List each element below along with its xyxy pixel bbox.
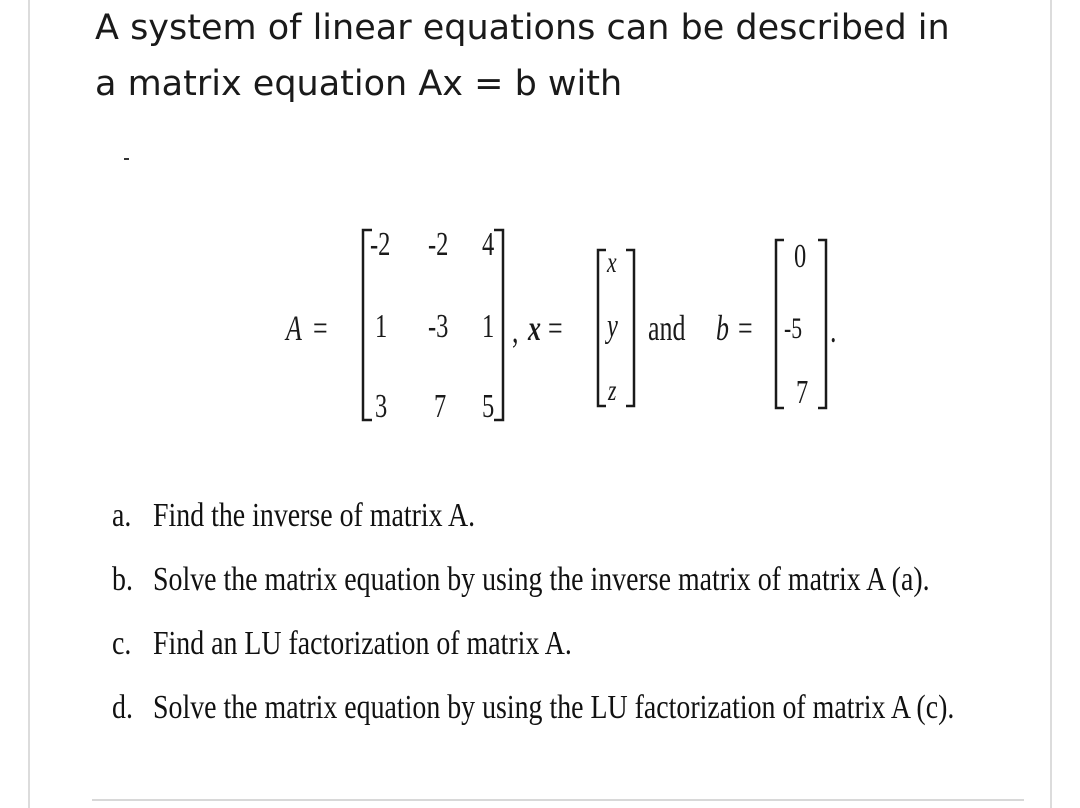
question-letter: a.: [112, 497, 132, 534]
comma-separator: ,: [512, 310, 519, 350]
equals-sign-b: =: [738, 308, 753, 348]
question-item-b: [112, 560, 930, 600]
question-item-c: [112, 624, 572, 664]
bottom-divider: [92, 799, 1024, 801]
matrix-A-cell: 1: [375, 308, 388, 345]
matrix-A-cell: 4: [482, 226, 495, 263]
question-letter: c.: [112, 625, 132, 662]
question-text: Find an LU factorization of matrix A.: [153, 625, 572, 662]
final-period: .: [830, 310, 837, 350]
matrix-A-cell: -3: [428, 308, 449, 345]
intro-line-1: A system of linear equations can be described in: [95, 8, 950, 48]
matrix-A-label: A: [286, 308, 302, 348]
vector-x-label: x: [528, 308, 541, 348]
and-word: and: [648, 308, 686, 348]
vector-b-right-bracket: [816, 238, 828, 410]
vector-b-cell: -5: [784, 312, 802, 345]
vector-x-cell: y: [607, 308, 618, 345]
matrix-A-cell: 7: [434, 388, 447, 425]
question-text: Find the inverse of matrix A.: [153, 497, 476, 534]
intro-text: [95, 0, 1015, 112]
vector-x-cell: z: [608, 374, 617, 407]
matrix-A-cell: -2: [428, 226, 449, 263]
equals-sign-A: =: [313, 308, 328, 348]
matrix-A-cell: 5: [482, 388, 495, 425]
page-frame: [28, 0, 1052, 808]
equals-sign-x: =: [548, 308, 563, 348]
question-item-a: [112, 496, 475, 536]
question-text: Solve the matrix equation by using the inverse matrix of matrix A (a).: [153, 561, 930, 598]
matrix-A-cell: 1: [482, 308, 495, 345]
question-text: Solve the matrix equation by using the LU factorization of matrix A (c).: [153, 689, 955, 726]
vector-x-right-bracket: [624, 248, 636, 408]
stray-dash-mark: [124, 158, 129, 160]
vector-b-cell: 0: [794, 238, 807, 275]
vector-b-label: b: [716, 308, 729, 348]
intro-line-2: a matrix equation Ax = b with: [95, 64, 623, 104]
matrix-A-cell: -2: [370, 226, 391, 263]
question-letter: d.: [112, 689, 133, 726]
vector-b-cell: 7: [796, 374, 809, 411]
vector-x-cell: x: [607, 246, 617, 279]
matrix-A-cell: 3: [375, 388, 388, 425]
question-item-d: [112, 688, 954, 728]
question-letter: b.: [112, 561, 133, 598]
